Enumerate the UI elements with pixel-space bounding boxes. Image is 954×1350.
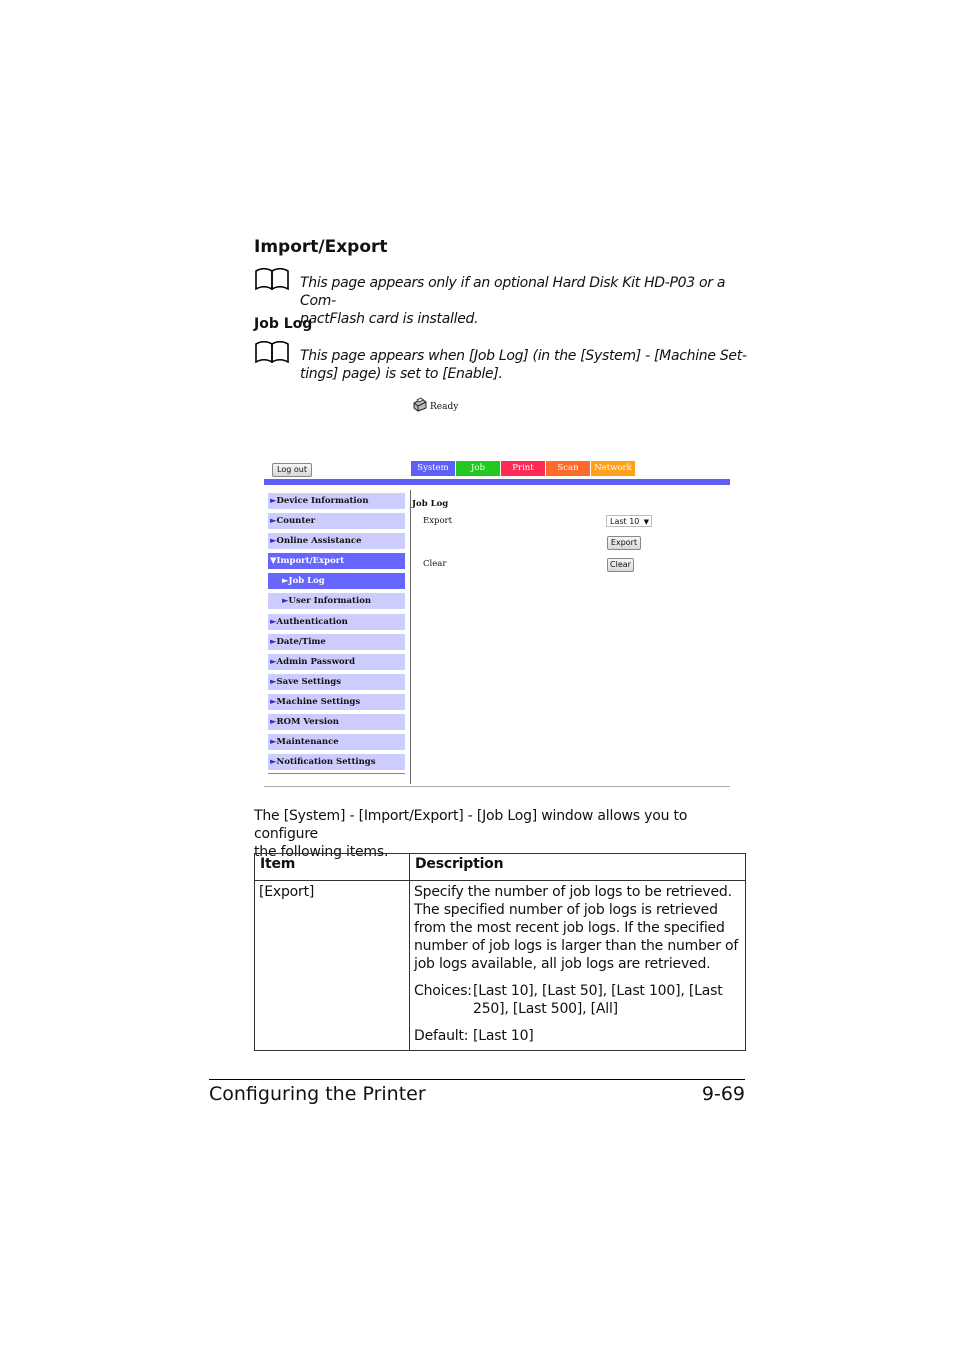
tab-bar [411,461,635,476]
default-label: Default: [414,1028,469,1044]
sidebar-item-machine-settings[interactable]: ►Machine Settings [268,694,405,710]
row-description [410,881,746,1051]
header-item: Item [255,854,410,881]
panel-divider [410,490,411,784]
table-row [255,881,746,1051]
header-description: Description [410,854,746,881]
sidebar-item-authentication[interactable]: ►Authentication [268,614,405,630]
sidebar-item-counter[interactable]: ►Counter [268,513,405,529]
tab-scan[interactable]: Scan [546,461,590,476]
choices-value: [Last 10], [Last 50], [Last 100], [Last 250], [Last 500], [All] [473,983,723,1017]
export-button[interactable]: Export [607,536,641,550]
clear-button[interactable]: Clear [607,558,634,572]
sidebar-item-online-assistance[interactable]: ►Online Assistance [268,533,405,549]
choices [414,982,741,1018]
book-icon [255,268,289,290]
sidebar-item-admin-password[interactable]: ►Admin Password [268,654,405,670]
chevron-down-icon: ▼ [643,518,649,526]
sidebar [268,493,405,774]
export-label: Export [423,516,453,526]
bottom-divider [264,786,730,787]
export-count-select[interactable] [606,515,652,527]
table-header-row [255,854,746,881]
footer-rule [209,1079,745,1080]
status-text: Ready [430,402,459,412]
section-title: Import/Export [254,237,388,257]
description-text: Specify the number of job logs to be retrieved. The specified number of job logs is retrieved from the most recent job logs. If the specified number of job logs is larger than the number of job logs available, all job logs are retrieved. [414,884,739,972]
choices-label: Choices: [414,983,472,999]
printer-icon [412,396,428,412]
note-text-1: This page appears only if an optional Hard Disk Kit HD-P03 or a Com- pactFlash card is installed. [300,275,726,327]
sidebar-item-import-export[interactable]: ▼Import/Export [268,553,405,569]
sidebar-divider [268,773,405,774]
sidebar-item-device-information[interactable]: ►Device Information [268,493,405,509]
default [414,1027,741,1045]
sidebar-item-maintenance[interactable]: ►Maintenance [268,734,405,750]
logout-button[interactable]: Log out [272,463,312,477]
sidebar-item-user-information[interactable]: ►User Information [268,593,405,609]
tab-system[interactable]: System [411,461,455,476]
sidebar-item-job-log[interactable]: ►Job Log [268,573,405,589]
page-number: 9-69 [701,1083,745,1105]
sidebar-item-notification-settings[interactable]: ►Notification Settings [268,754,405,770]
description-table [254,853,746,1051]
tab-underline [264,479,730,485]
row-item: [Export] [255,881,410,1051]
sidebar-item-rom-version[interactable]: ►ROM Version [268,714,405,730]
sidebar-item-date-time[interactable]: ►Date/Time [268,634,405,650]
subsection-title: Job Log [254,316,313,332]
book-icon [255,341,289,363]
note-text-2: This page appears when [Job Log] (in the [System] - [Machine Set- tings] page) is set to [Enable]. [300,348,747,382]
sidebar-item-save-settings[interactable]: ►Save Settings [268,674,405,690]
default-value: [Last 10] [473,1028,534,1044]
footer-chapter: Configuring the Printer [209,1083,426,1105]
tab-network[interactable]: Network [591,461,635,476]
intro-text: The [System] - [Import/Export] - [Job Log] window allows you to configure the following items. [254,808,688,860]
printer-status [412,396,458,412]
select-value: Last 10 [610,517,640,526]
clear-label: Clear [423,559,447,569]
main-title: Job Log [412,499,449,509]
tab-print[interactable]: Print [501,461,545,476]
tab-job[interactable]: Job [456,461,500,476]
